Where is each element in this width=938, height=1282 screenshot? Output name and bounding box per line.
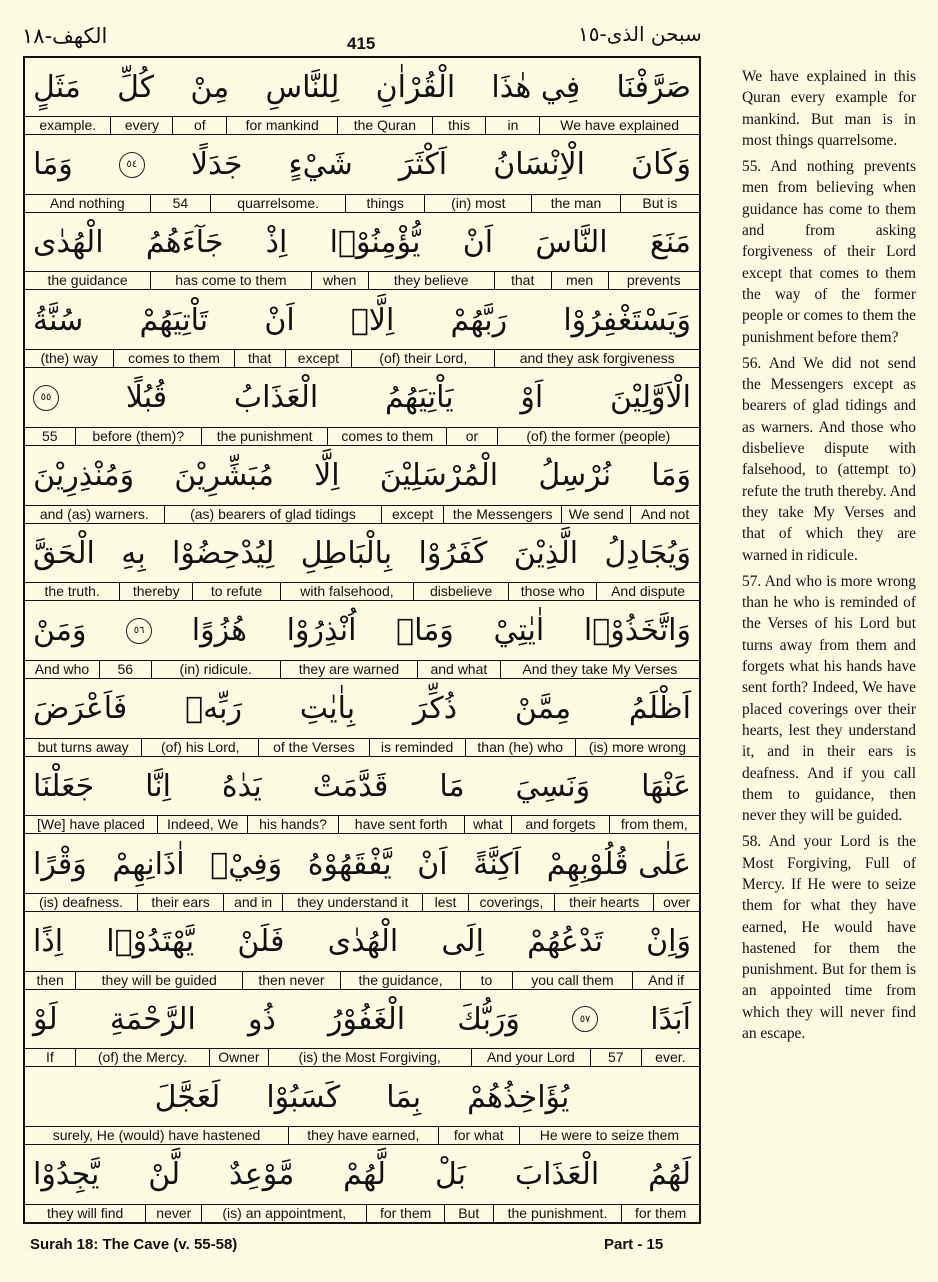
arabic-word: نُرْسِلُ — [538, 458, 612, 493]
gloss-cell: He were to seize them — [519, 1127, 699, 1144]
gloss-cell: in — [485, 117, 539, 134]
ayah-number-marker: ٥٦ — [126, 618, 152, 644]
arabic-line — [33, 602, 691, 660]
gloss-cell: the punishment — [201, 428, 327, 445]
gloss-cell: with falsehood, — [280, 583, 413, 600]
arabic-word: سُنَّةُ — [33, 302, 84, 338]
gloss-cell: And your Lord — [471, 1049, 590, 1066]
translation-paragraph: 55. And nothing prevents men from believing when guidance has come to them and from asking forgiveness of their Lord except that comes to them the way of the former people or comes to them the punishment before them? — [742, 158, 916, 346]
gloss-line — [25, 349, 699, 368]
gloss-cell: (in) most — [424, 195, 531, 212]
arabic-line — [33, 1146, 691, 1204]
gloss-cell: that — [494, 272, 551, 289]
gloss-cell: Owner — [209, 1049, 267, 1066]
arabic-word: مَنَعَ — [649, 224, 691, 260]
gloss-cell: the punishment. — [493, 1205, 622, 1222]
arabic-word: يُّؤْمِنُوْۤا — [329, 224, 421, 260]
arabic-line — [33, 524, 691, 582]
arabic-word: يَّهْتَدُوْۤا — [106, 924, 195, 960]
footer-part: Part - 15 — [604, 1236, 664, 1253]
arabic-word: بِهِ — [121, 535, 146, 571]
gloss-cell: 54 — [150, 195, 211, 212]
gloss-cell: and what — [417, 661, 500, 678]
gloss-cell: the truth. — [44, 583, 100, 600]
gloss-cell: thereby — [119, 583, 192, 600]
arabic-word: يُؤَاخِذُهُمْ — [467, 1079, 570, 1115]
gloss-cell: for mankind — [226, 117, 337, 134]
arabic-word: اِذْ — [265, 224, 288, 260]
gloss-cell: quarrelsome. — [210, 195, 345, 212]
gloss-cell: they believe — [368, 272, 494, 289]
gloss-cell: have sent forth — [338, 816, 464, 833]
arabic-word: وَنَسِيَ — [515, 768, 591, 804]
arabic-word: اَنْ — [462, 224, 494, 260]
arabic-word: اٰيٰتِيْ — [493, 613, 545, 649]
arabic-word: قُبُلًا — [125, 380, 168, 416]
arabic-word: الَّذِيْنَ — [513, 535, 579, 571]
gloss-cell: disbelieve — [413, 583, 508, 600]
gloss-line — [25, 582, 699, 601]
arabic-word: تَدْعُهُمْ — [527, 924, 603, 960]
gloss-line — [25, 194, 699, 213]
gloss-line — [25, 893, 699, 912]
gloss-cell: example. — [39, 117, 97, 133]
gloss-cell: the guidance — [47, 272, 128, 289]
arabic-word: صَرَّفْنَا — [616, 69, 691, 105]
gloss-cell: lest — [422, 894, 468, 911]
arabic-word: كَسَبُوْا — [266, 1079, 341, 1115]
arabic-word: تَاْتِيَهُمْ — [139, 302, 209, 338]
arabic-word: وَاِنْ — [646, 924, 691, 960]
gloss-cell: coverings, — [468, 894, 554, 911]
gloss-cell: what — [464, 816, 512, 833]
gloss-cell: And they take My Verses — [500, 661, 699, 678]
arabic-word: الْاَوَّلِيْنَ — [610, 380, 691, 416]
page-number: 415 — [347, 34, 376, 53]
gloss-cell: (of) their Lord, — [351, 350, 494, 367]
arabic-line — [33, 136, 691, 194]
gloss-cell: of the Verses — [258, 739, 368, 756]
gloss-line — [25, 1048, 699, 1067]
gloss-cell: (in) ridicule. — [151, 661, 280, 678]
arabic-word: مَثَلٍ — [33, 69, 81, 105]
arabic-word: وَرَبُّكَ — [457, 1001, 520, 1037]
translation-paragraph: We have explained in this Quran every example for mankind. But man is in most things quarrelsome. — [742, 68, 916, 149]
gloss-cell: for them — [621, 1205, 699, 1222]
arabic-word: اَوْ — [520, 380, 544, 416]
arabic-word: بِمَا — [386, 1079, 422, 1115]
gloss-cell: they will be guided — [75, 972, 242, 989]
gloss-cell: comes to them — [113, 350, 233, 367]
gloss-cell: (is) an appointment, — [201, 1205, 366, 1222]
arabic-word: النَّاسَ — [535, 224, 608, 260]
gloss-line — [25, 660, 699, 679]
gloss-cell: of — [172, 117, 226, 134]
arabic-line — [33, 835, 691, 893]
arabic-word: وَمَا — [651, 458, 691, 493]
gloss-cell: or — [446, 428, 497, 445]
arabic-word: اَنْ — [417, 846, 448, 882]
gloss-cell: their hearts — [554, 894, 654, 911]
gloss-cell: and in — [223, 894, 282, 911]
gloss-cell: they have earned, — [288, 1127, 438, 1144]
juz-header: سبحن الذى-١٥ — [578, 22, 702, 46]
arabic-line — [33, 447, 691, 505]
arabic-word: وَكَانَ — [631, 147, 691, 183]
arabic-word: وَيَسْتَغْفِرُوْا — [563, 302, 691, 338]
ayah-number-marker: ٥٥ — [33, 385, 59, 411]
gloss-cell: and forgets — [511, 816, 608, 833]
gloss-cell: their ears — [137, 894, 223, 911]
gloss-cell: If — [45, 1049, 54, 1066]
translation-paragraph: 56. And We did not send the Messengers except as bearers of glad tidings and as warners. And those who disbelieve dispute with falsehood, to (attempt to) refute the truth thereby. And they take My Verses and that of which they are warned in ridicule. — [742, 354, 916, 564]
arabic-word: اِلَّاۤ — [350, 302, 395, 338]
gloss-cell: for them — [366, 1205, 444, 1222]
gloss-cell: surely, He (would) have hastened — [52, 1127, 261, 1144]
arabic-line — [33, 757, 691, 815]
gloss-cell: is reminded — [369, 739, 465, 756]
arabic-word: وَمَنْ — [33, 613, 87, 649]
arabic-word: الْمُرْسَلِيْنَ — [379, 458, 499, 493]
arabic-word: اَنْ — [264, 302, 295, 338]
arabic-line — [33, 369, 691, 427]
arabic-line — [33, 990, 691, 1048]
gloss-cell: We send — [561, 506, 630, 523]
gloss-cell: to — [460, 972, 511, 989]
gloss-cell: (the) way — [40, 350, 99, 367]
arabic-word: شَيْءٍ — [288, 147, 353, 183]
gloss-cell: those who — [508, 583, 596, 600]
arabic-word: وَيُجَادِلُ — [604, 535, 691, 571]
arabic-word: الْاِنْسَانُ — [493, 147, 585, 183]
arabic-word: الْعَذَابَ — [514, 1157, 600, 1193]
gloss-line — [25, 116, 699, 135]
gloss-cell: the Quran — [337, 117, 432, 134]
arabic-word: لَهُمُ — [648, 1157, 691, 1193]
arabic-word: بِاٰيٰتِ — [299, 691, 356, 727]
arabic-word: لِيُدْحِضُوْا — [172, 535, 275, 571]
gloss-cell: over — [653, 894, 699, 911]
gloss-cell: (is) more wrong — [575, 739, 699, 756]
gloss-line — [25, 738, 699, 757]
arabic-word: الْعَذَابُ — [233, 380, 319, 416]
gloss-cell: ever. — [641, 1049, 699, 1066]
gloss-cell: We have explained — [539, 117, 699, 134]
arabic-word: يَدٰهُ — [221, 768, 262, 804]
gloss-cell: never — [145, 1205, 201, 1222]
gloss-cell: And if — [632, 972, 699, 989]
gloss-line — [25, 427, 699, 446]
arabic-word: يَّجِدُوْا — [33, 1157, 100, 1193]
gloss-cell: (as) bearers of glad tidings — [164, 506, 382, 523]
arabic-line — [33, 58, 691, 116]
arabic-word: الْحَقَّ — [33, 535, 95, 571]
gloss-cell: [We] have placed — [37, 816, 145, 833]
arabic-word: وَقْرًا — [33, 846, 87, 882]
surah-header: الكهف-١٨ — [22, 24, 108, 48]
arabic-line — [33, 291, 691, 349]
arabic-word: لِلنَّاسِ — [265, 69, 340, 105]
arabic-word: الْغَفُوْرُ — [328, 1001, 406, 1037]
gloss-cell: than (he) who — [465, 739, 575, 756]
arabic-word: لَّهُمْ — [343, 1157, 387, 1193]
arabic-word: وَفِيْۤ — [210, 846, 283, 882]
arabic-word: كَفَرُوْا — [418, 535, 488, 571]
arabic-word: لَعَجَّلَ — [154, 1079, 221, 1115]
translation-paragraph: 58. And your Lord is the Most Forgiving, Full of Mercy. If He were to seize them for what they have earned, He would have hastened for them the punishment. But for them is an appointed time from which they will never find an escape. — [742, 833, 916, 1043]
arabic-word: رَبَّهُمْ — [450, 302, 508, 338]
gloss-cell: 57 — [590, 1049, 641, 1066]
arabic-word: يَّفْقَهُوْهُ — [307, 846, 392, 882]
gloss-cell: And not — [630, 506, 699, 523]
gloss-cell: but turns away — [37, 738, 129, 755]
gloss-cell: But is — [620, 195, 699, 212]
gloss-cell: (of) the former (people) — [497, 428, 699, 445]
gloss-cell: (is) deafness. — [39, 894, 124, 910]
arabic-word: فِي هٰذَا — [491, 69, 581, 105]
arabic-line — [33, 680, 691, 738]
arabic-word: بِالْبَاطِلِ — [300, 535, 393, 571]
arabic-word: فَاَعْرَضَ — [33, 691, 128, 727]
arabic-word: الْهُدٰى — [327, 924, 399, 960]
gloss-cell: (is) the Most Forgiving, — [268, 1049, 471, 1066]
arabic-line — [33, 1068, 691, 1126]
gloss-cell: you call them — [512, 972, 633, 989]
arabic-word: رَبِّهٖ — [185, 691, 242, 727]
gloss-cell: and they ask forgiveness — [494, 350, 699, 367]
gloss-cell: prevents — [608, 272, 699, 289]
arabic-word: اَكْثَرَ — [398, 147, 448, 183]
gloss-cell: then never — [242, 972, 340, 989]
arabic-word: مَّوْعِدٌ — [229, 1157, 295, 1193]
gloss-cell: that — [234, 350, 285, 367]
gloss-cell: except — [381, 506, 443, 523]
gloss-cell: Indeed, We — [157, 816, 247, 833]
gloss-cell: (of) his Lord, — [141, 739, 258, 756]
arabic-word: عَلٰى قُلُوْبِهِمْ — [546, 846, 691, 882]
gloss-cell: they will find — [47, 1204, 124, 1221]
arabic-word: اَبَدًا — [650, 1001, 691, 1037]
ayah-number-marker: ٥٧ — [572, 1006, 598, 1032]
gloss-line — [25, 271, 699, 290]
gloss-cell: the guidance, — [340, 972, 461, 989]
gloss-cell: But — [444, 1205, 493, 1222]
arabic-word: جَعَلْنَا — [33, 768, 95, 804]
gloss-line — [25, 971, 699, 990]
gloss-cell: they understand it — [282, 894, 422, 911]
arabic-line — [33, 213, 691, 271]
arabic-word: جَدَلًا — [190, 147, 243, 183]
gloss-cell: then — [36, 971, 64, 988]
arabic-word: اَظْلَمُ — [628, 691, 691, 727]
arabic-word: ذُو — [248, 1001, 276, 1037]
gloss-cell: before (them)? — [75, 428, 201, 445]
gloss-cell: his hands? — [247, 816, 337, 833]
gloss-cell: every — [110, 117, 172, 134]
arabic-word: الْقُرْاٰنِ — [375, 69, 456, 105]
arabic-word: يَاْتِيَهُمُ — [384, 380, 454, 416]
footer-surah: Surah 18: The Cave (v. 55-58) — [30, 1236, 238, 1253]
gloss-cell: they are warned — [280, 661, 417, 678]
arabic-word: الْهُدٰى — [33, 224, 104, 260]
gloss-cell: has come to them — [150, 272, 311, 289]
gloss-line — [25, 815, 699, 834]
gloss-line — [25, 1126, 699, 1145]
gloss-cell: except — [285, 350, 351, 367]
arabic-word: لَوْ — [33, 1001, 58, 1037]
arabic-word: فَلَنْ — [237, 924, 285, 960]
gloss-cell: comes to them — [327, 428, 446, 445]
gloss-cell: 56 — [99, 661, 151, 678]
arabic-word: وَاتَّخَذُوْۤا — [583, 613, 691, 649]
gloss-cell: the man — [531, 195, 619, 212]
arabic-word: وَمَا — [33, 147, 73, 183]
gloss-cell: when — [311, 272, 368, 289]
word-by-word-panel — [23, 56, 701, 1224]
ayah-number-marker: ٥٤ — [119, 152, 145, 178]
arabic-word: مَا — [439, 768, 465, 804]
arabic-word: اِنَّا — [145, 768, 171, 804]
arabic-word: وَمَاۤ — [396, 613, 454, 649]
arabic-word: هُزُوًا — [191, 613, 247, 649]
gloss-cell: to refute — [192, 583, 280, 600]
gloss-cell: and (as) warners. — [39, 505, 149, 522]
gloss-line — [25, 505, 699, 524]
arabic-word: قَدَّمَتْ — [312, 768, 389, 804]
arabic-word: مِنْ — [190, 69, 230, 105]
gloss-cell: 55 — [41, 427, 58, 444]
arabic-word: اَكِنَّةً — [473, 846, 522, 882]
arabic-word: عَنْهَا — [641, 768, 691, 804]
arabic-word: وَمُنْذِرِيْنَ — [33, 458, 135, 493]
gloss-cell: men — [551, 272, 608, 289]
arabic-word: الرَّحْمَةِ — [109, 1001, 196, 1037]
arabic-word: اِلَّا — [314, 458, 340, 493]
gloss-cell: this — [432, 117, 486, 134]
gloss-line — [25, 1204, 699, 1223]
arabic-word: لَّنْ — [148, 1157, 181, 1193]
gloss-cell: for what — [438, 1127, 519, 1144]
arabic-word: مُبَشِّرِيْنَ — [174, 458, 274, 493]
translation-paragraph: 57. And who is more wrong than he who is reminded of the Verses of his Lord but turns away from them and forgets what his hands have sent forth? Indeed, We have placed coverings over their hearts, lest they understand it, and in their ears is deafness. And if you call them to guidance, then never they will be guided. — [742, 572, 916, 825]
arabic-word: كُلِّ — [117, 69, 155, 105]
arabic-line — [33, 913, 691, 971]
arabic-word: اِذًا — [33, 924, 64, 960]
arabic-word: مِمَّنْ — [514, 691, 572, 727]
arabic-word: ذُكِّرَ — [412, 691, 458, 727]
gloss-cell: things — [345, 195, 424, 212]
arabic-word: اٰذَانِهِمْ — [112, 846, 185, 882]
arabic-word: اُنْذِرُوْا — [286, 613, 357, 649]
gloss-cell: (of) the Mercy. — [75, 1049, 210, 1066]
gloss-cell: from them, — [609, 816, 699, 833]
gloss-cell: And who — [34, 660, 90, 677]
translation-column — [742, 66, 916, 1044]
arabic-word: اِلَى — [441, 924, 484, 960]
arabic-word: جَآءَهُمُ — [145, 224, 224, 260]
gloss-cell: And nothing — [49, 194, 125, 211]
gloss-cell: And dispute — [596, 583, 699, 600]
gloss-cell: the Messengers — [443, 506, 561, 523]
arabic-word: بَلْ — [434, 1157, 467, 1193]
